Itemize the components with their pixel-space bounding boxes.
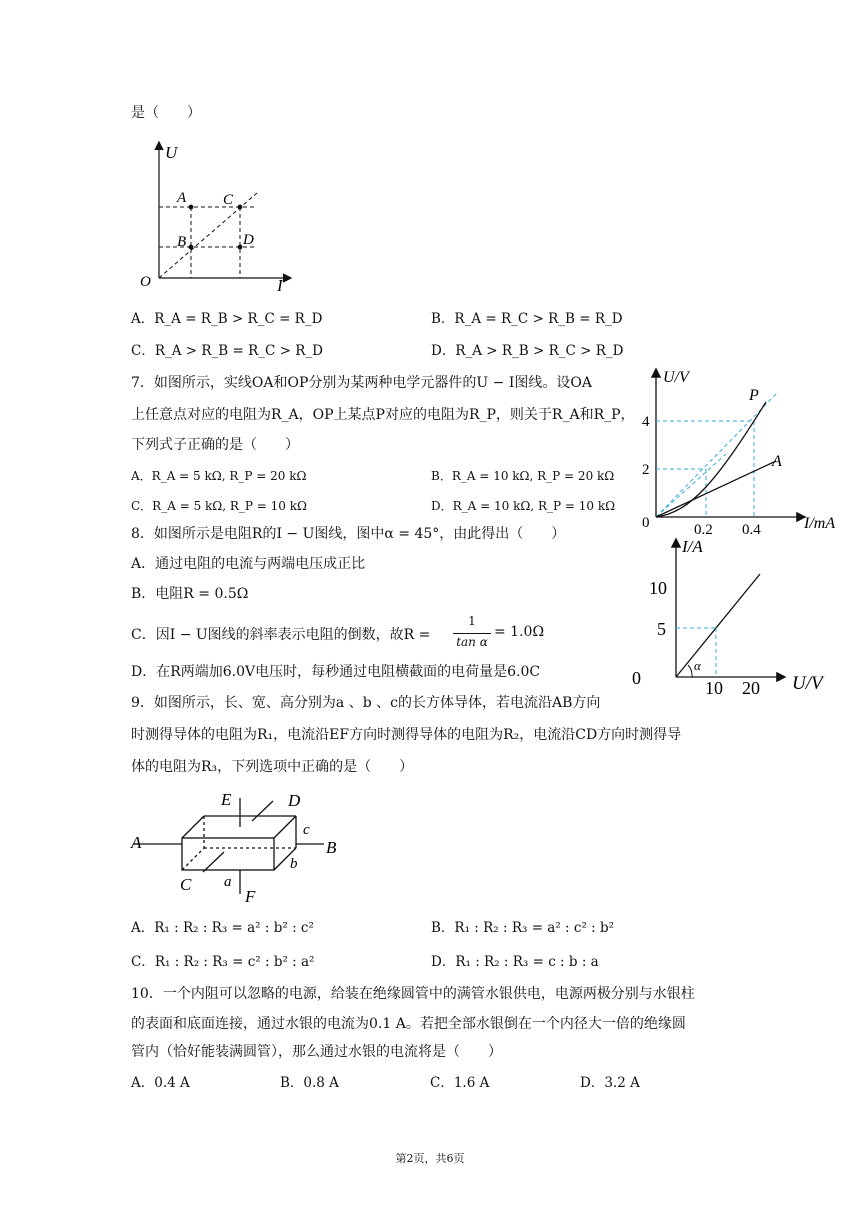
q10-line2: 的表面和底面连接，通过水银的电流为0.1 A。若把全部水银倒在一个内径大一倍的绝缘圆	[131, 1016, 686, 1032]
q6-option-b[interactable]: B．R_A = R_C > R_B = R_D	[431, 311, 623, 327]
q7-option-b[interactable]: B．R_A = 10 kΩ, R_P = 20 kΩ	[431, 469, 615, 483]
q10-option-c[interactable]: C．1.6 A	[430, 1075, 490, 1091]
q7-tick-02: 0.2	[694, 522, 713, 538]
q7-label-p: P	[749, 387, 759, 404]
q9-cuboid-figure	[128, 788, 353, 906]
q6-option-c[interactable]: C．R_A > R_B = R_C > R_D	[131, 343, 323, 359]
q9-line3: 体的电阻为R₃，下列选项中正确的是（ ）	[131, 759, 414, 775]
q7-option-d[interactable]: D．R_A = 10 kΩ, R_P = 10 kΩ	[431, 499, 616, 513]
q7-line2: 上任意点对应的电阻为R_A，OP上某点P对应的电阻为R_P，则关于R_A和R_P，	[131, 407, 635, 423]
q9-dim-b: b	[290, 856, 298, 872]
q10-option-b[interactable]: B．0.8 A	[280, 1075, 339, 1091]
q9-label-b: B	[326, 838, 337, 857]
q9-dim-c: c	[303, 822, 310, 838]
q7-option-c[interactable]: C．R_A = 5 kΩ, R_P = 10 kΩ	[131, 499, 307, 513]
q8-option-b[interactable]: B．电阻R = 0.5Ω	[131, 586, 249, 602]
q10-line1: 10．一个内阻可以忽略的电源，给装在绝缘圆管中的满管水银供电，电源两极分别与水银柱	[131, 986, 695, 1002]
q6-option-a[interactable]: A．R_A = R_B > R_C = R_D	[131, 311, 323, 327]
label-o: O	[140, 274, 151, 290]
q9-dim-a: a	[224, 874, 232, 890]
q7-tick-2: 2	[642, 462, 650, 478]
q6-tail: 是（ ）	[131, 105, 201, 121]
q9-label-e: E	[221, 790, 232, 809]
q8-ylabel: I/A	[682, 537, 703, 556]
frac-den: tan α	[456, 635, 488, 649]
alpha-label: α	[694, 658, 701, 673]
point-c	[238, 205, 243, 210]
q7-label-a: A	[772, 453, 782, 470]
q9-option-a[interactable]: A．R₁ : R₂ : R₃ = a² : b² : c²	[131, 920, 314, 936]
q7-ylabel: U/V	[663, 369, 689, 386]
q7-option-a[interactable]: A．R_A = 5 kΩ, R_P = 20 kΩ	[131, 469, 307, 483]
q9-option-c[interactable]: C．R₁ : R₂ : R₃ = c² : b² : a²	[131, 954, 315, 970]
label-a: A	[177, 190, 187, 206]
page-footer: 第2页，共6页	[395, 1152, 465, 1165]
label-i: I	[277, 276, 283, 293]
q8-tick-10: 10	[649, 578, 667, 598]
q8-tick-0: 0	[632, 668, 641, 688]
q9-line2: 时测得导体的电阻为R₁，电流沿EF方向时测得导体的电阻为R₂，电流沿CD方向时测得导	[131, 727, 682, 743]
q9-label-f: F	[245, 887, 256, 906]
q8-option-c-result: = 1.0Ω	[494, 624, 545, 640]
q9-label-c: C	[180, 875, 192, 894]
q7-tick-4: 4	[642, 414, 650, 430]
q8-option-d[interactable]: D．在R两端加6.0V电压时，每秒通过电阻横截面的电荷量是6.0C	[131, 664, 541, 680]
point-b	[189, 245, 194, 250]
point-d	[238, 245, 243, 250]
q7-xlabel: I/mA	[804, 515, 836, 532]
label-d: D	[243, 232, 254, 248]
q8-xlabel: U/V	[792, 673, 823, 694]
label-u: U	[165, 143, 178, 162]
q9-line1: 9．如图所示，长、宽、高分别为a 、b 、c的长方体导体，若电流沿AB方向	[131, 695, 601, 711]
q9-label-a: A	[131, 833, 142, 852]
q7-line1: 7．如图所示，实线OA和OP分别为某两种电学元器件的U − I图线。设OA	[131, 375, 592, 391]
point-a	[189, 205, 194, 210]
label-b: B	[177, 234, 187, 250]
q8-option-a[interactable]: A．通过电阻的电流与两端电压成正比	[131, 556, 366, 572]
q8-option-c-text: C．因I − U图线的斜率表示电阻的倒数，故R =	[131, 627, 431, 643]
q6-option-d[interactable]: D．R_A > R_B > R_C > R_D	[431, 343, 624, 359]
cuboid-front	[182, 838, 274, 870]
frac-num: 1	[468, 614, 476, 628]
iu-line	[676, 574, 760, 677]
q10-line3: 管内（恰好能装满圆管），那么通过水银的电流将是（ ）	[131, 1044, 502, 1060]
q8-tick-5: 5	[657, 619, 666, 639]
q8-tick-x20: 20	[742, 678, 760, 696]
q6-ui-graph	[135, 138, 295, 293]
q7-ui-graph	[636, 362, 860, 542]
q7-tick-0: 0	[642, 515, 650, 531]
label-c: C	[223, 192, 234, 208]
q8-line1: 8．如图所示是电阻R的I − U图线，图中α = 45°，由此得出（ ）	[131, 526, 566, 542]
q7-tick-04: 0.4	[742, 522, 761, 538]
q9-option-b[interactable]: B．R₁ : R₂ : R₃ = a² : c² : b²	[431, 920, 615, 936]
q7-line3: 下列式子正确的是（ ）	[131, 437, 299, 453]
q9-option-d[interactable]: D．R₁ : R₂ : R₃ = c : b : a	[431, 954, 599, 970]
q9-label-d: D	[288, 791, 301, 810]
q8-iu-graph	[632, 534, 860, 696]
q10-option-d[interactable]: D．3.2 A	[580, 1075, 640, 1091]
q8-tick-x10: 10	[705, 678, 723, 696]
q10-option-a[interactable]: A．0.4 A	[131, 1075, 190, 1091]
